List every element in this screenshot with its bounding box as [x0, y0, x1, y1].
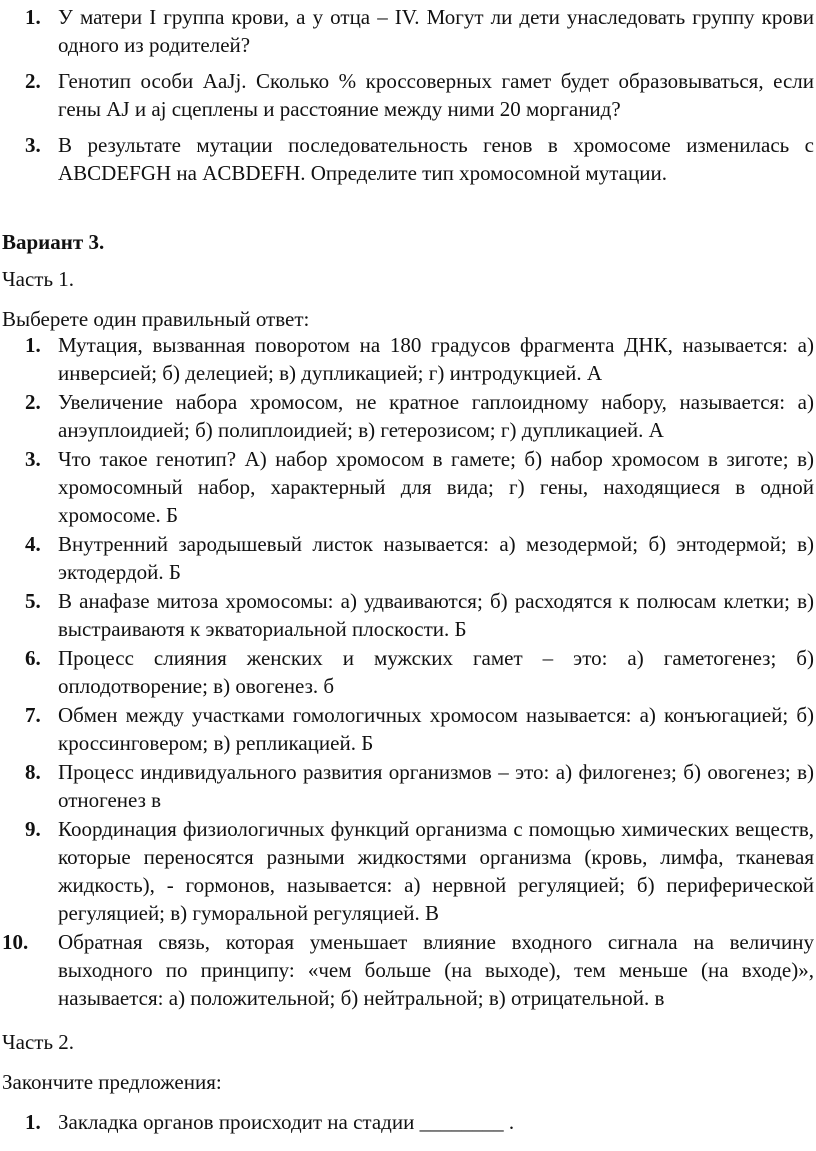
part1-question-list	[0, 331, 816, 1012]
list-item	[0, 331, 816, 387]
list-item	[0, 928, 816, 1012]
list-item	[0, 3, 816, 59]
question-text: В анафазе митоза хромосомы: а) удваиваются; б) расходятся к полюсам клетки; в) выстраиваютя к экваториальной плоскости. Б	[58, 589, 814, 641]
list-item	[0, 67, 816, 123]
list-item	[0, 1108, 816, 1136]
list-item	[0, 644, 816, 700]
part2-question-list	[0, 1108, 816, 1136]
question-text: Внутренний зародышевый листок называется: а) мезодермой; б) энтодермой; в) эктодердой. Б	[58, 532, 814, 584]
question-text: Процесс слияния женских и мужских гамет – это: а) гаметогенез; б) оплодотворение; в) овогенез. б	[58, 646, 814, 698]
question-number: 3.	[25, 133, 41, 157]
question-number: 1.	[25, 1110, 41, 1134]
part1-instruction: Выберете один правильный ответ:	[2, 307, 310, 331]
question-text: Закладка органов происходит на стадии ________ .	[58, 1110, 515, 1134]
question-text: Генотип особи AaJj. Сколько % кроссоверных гамет будет образовываться, если гены AJ и aj сцеплены и расстояние между ними 20 морганид?	[58, 69, 814, 121]
question-number: 3.	[25, 447, 41, 471]
question-text: Обмен между участками гомологичных хромосом называется: а) конъюгацией; б) кроссинговером; в) репликацией. Б	[58, 703, 814, 755]
question-number: 5.	[25, 589, 41, 613]
part2-title: Часть 2.	[2, 1030, 75, 1054]
question-text: Координация физиологичных функций организма с помощью химических веществ, которые переносятся разными жидкостями организма (кровь, лимфа, тканевая жидкость), - гормонов, называется: а) нервной регуляцией; б) периферической регуляцией; в) гуморальной регуляцией. В	[58, 817, 814, 925]
question-number: 2.	[25, 69, 41, 93]
question-number: 1.	[25, 5, 41, 29]
variant-title: Вариант 3.	[2, 230, 105, 254]
question-text: Мутация, вызванная поворотом на 180 градусов фрагмента ДНК, называется: а) инверсией; б) делецией; в) дупликацией; г) интродукцией. А	[58, 333, 814, 385]
list-item	[0, 815, 816, 927]
part1-title: Часть 1.	[2, 267, 75, 291]
question-text: Обратная связь, которая уменьшает влияние входного сигнала на величину выходного по принципу: «чем больше (на выходе), тем меньше (на входе)», называется: а) положительной; б) нейтральной; в) отрицательной. в	[58, 930, 814, 1010]
question-text: Увеличение набора хромосом, не кратное гаплоидному набору, называется: а) анэуплоидией; б) полиплоидией; в) гетерозисом; г) дупликацией. А	[58, 390, 814, 442]
question-text: Процесс индивидуального развития организмов – это: а) филогенез; б) овогенез; в) отногенез в	[58, 760, 814, 812]
list-item	[0, 758, 816, 814]
list-item	[0, 530, 816, 586]
part2-instruction: Закончите предложения:	[2, 1070, 222, 1094]
question-number: 4.	[25, 532, 41, 556]
list-item	[0, 445, 816, 529]
question-text: Что такое генотип? А) набор хромосом в гамете; б) набор хромосом в зиготе; в) хромосомный набор, характерный для вида; г) гены, находящиеся в одной хромосоме. Б	[58, 447, 814, 527]
list-item	[0, 388, 816, 444]
question-number: 8.	[25, 760, 41, 784]
question-text: У матери I группа крови, а у отца – IV. Могут ли дети унаследовать группу крови одного из родителей?	[58, 5, 814, 57]
question-text: В результате мутации последовательность генов в хромосоме изменилась с ABCDEFGH на ACBDEFH. Определите тип хромосомной мутации.	[58, 133, 814, 185]
question-number: 6.	[25, 646, 41, 670]
question-number: 10.	[2, 930, 29, 954]
list-item	[0, 131, 816, 187]
question-number: 2.	[25, 390, 41, 414]
top-question-list	[0, 0, 816, 187]
list-item	[0, 587, 816, 643]
question-number: 9.	[25, 817, 41, 841]
list-item	[0, 701, 816, 757]
question-number: 1.	[25, 333, 41, 357]
question-number: 7.	[25, 703, 41, 727]
